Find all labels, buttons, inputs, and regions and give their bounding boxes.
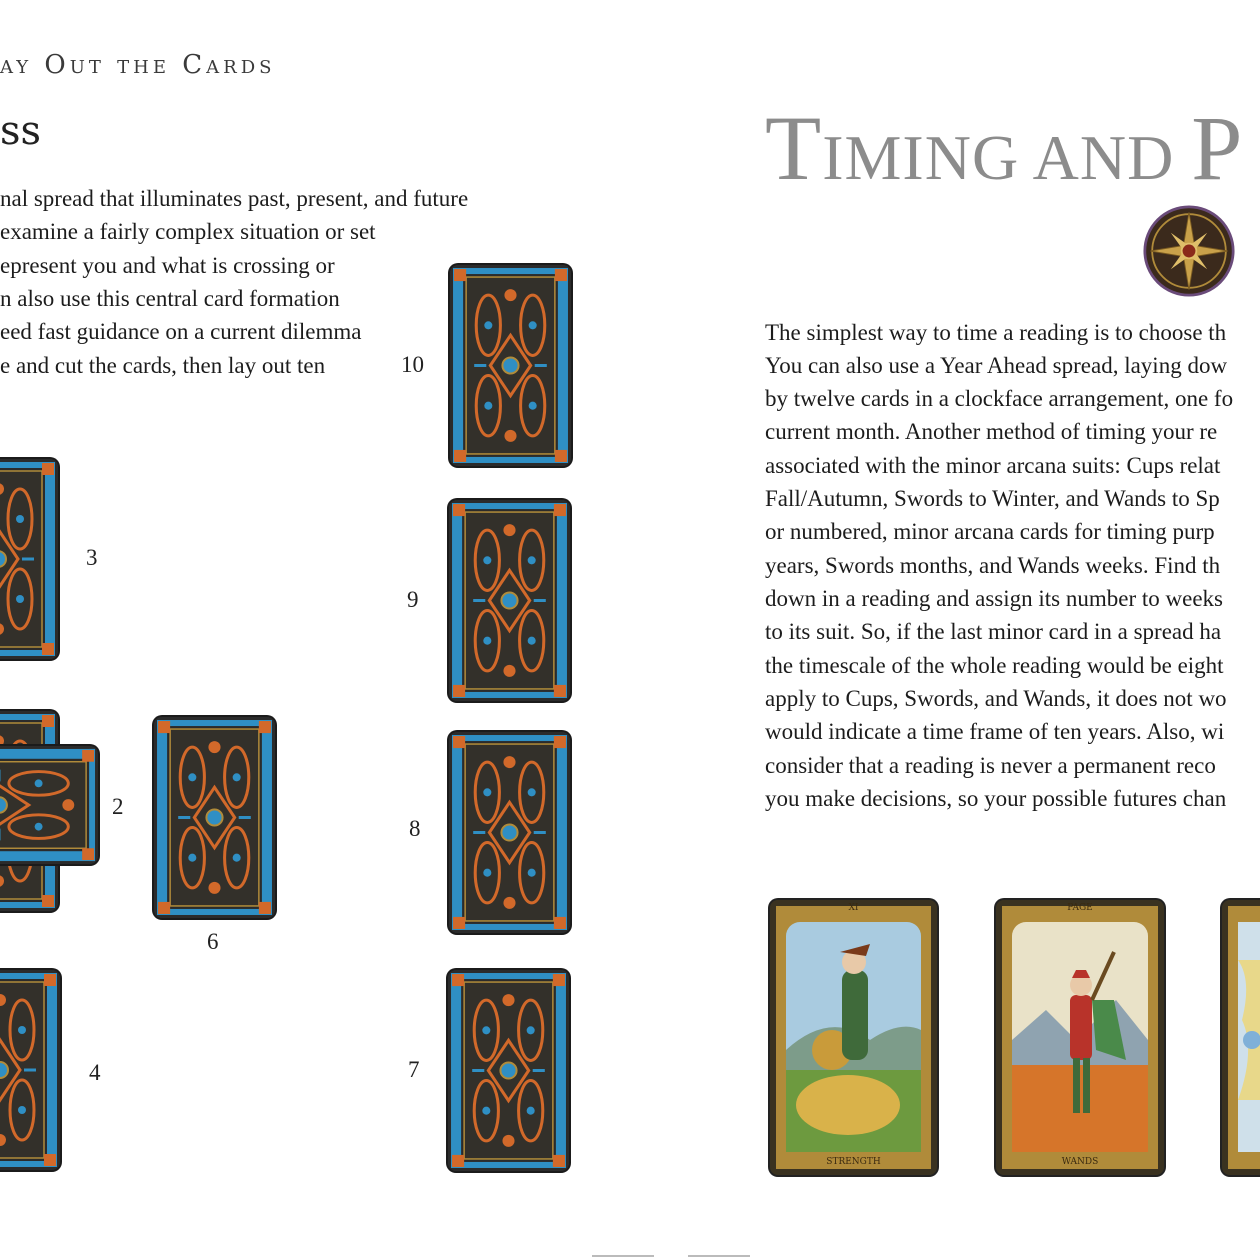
tarot-top-label: PAGE [1067,903,1093,913]
tarot-top-label: XI [848,903,859,913]
body-line: Fall/Autumn, Swords to Winter, and Wands to Sp [765,486,1220,511]
chapter-title: TIMING AND P [765,97,1244,199]
card-back-9 [449,500,570,701]
card-back-6 [154,717,275,918]
tarot-bottom-label: STRENGTH [826,1157,881,1167]
card-back-2-crossing [0,746,98,864]
intro-line: examine a fairly complex situation or set [0,219,376,244]
compass-medallion-icon [1143,205,1235,297]
footer-rule [592,1255,654,1257]
card-number-9: 9 [407,587,419,612]
body-line: The simplest way to time a reading is to choose th [765,320,1227,345]
body-line: You can also use a Year Ahead spread, laying dow [765,353,1228,378]
card-number-4: 4 [89,1060,101,1085]
intro-line: n also use this central card formation [0,286,340,311]
card-number-7: 7 [408,1057,420,1082]
body-line: down in a reading and assign its number to weeks [765,586,1223,611]
section-title-fragment: ss [0,108,42,154]
footer-rule [688,1255,750,1257]
body-line: consider that a reading is never a permanent reco [765,753,1216,778]
body-line: by twelve cards in a clockface arrangement, one fo [765,386,1234,411]
tarot-card-partial [1222,900,1260,1175]
card-back-4 [0,970,60,1170]
card-back-10 [450,265,571,466]
body-line: would indicate a time frame of ten years. Also, wi [765,719,1225,744]
body-line: current month. Another method of timing your re [765,419,1218,444]
card-back-3 [0,459,58,659]
intro-line: e and cut the cards, then lay out ten [0,353,326,378]
tarot-card-page-of-wands [996,900,1164,1175]
card-number-8: 8 [409,816,421,841]
body-line: the timescale of the whole reading would be eight [765,653,1224,678]
intro-line: epresent you and what is crossing or [0,253,335,278]
body-line: associated with the minor arcana suits: Cups relat [765,453,1221,478]
tarot-card-strength [770,900,937,1175]
body-line: you make decisions, so your possible futures chan [765,786,1227,811]
intro-line: nal spread that illuminates past, present, and future [0,186,469,211]
card-number-2: 2 [112,794,124,819]
intro-line: eed fast guidance on a current dilemma [0,319,362,344]
card-number-6: 6 [207,929,219,954]
card-number-3: 3 [86,545,98,570]
body-line: years, Swords months, and Wands weeks. Find th [765,553,1221,578]
card-back-8 [449,732,570,933]
running-head: ay Out the Cards [0,50,276,80]
body-line: or numbered, minor arcana cards for timing purp [765,519,1215,544]
body-line: to its suit. So, if the last minor card in a spread ha [765,619,1222,644]
card-back-7 [448,970,569,1171]
body-line: apply to Cups, Swords, and Wands, it does not wo [765,686,1227,711]
tarot-bottom-label: WANDS [1061,1157,1099,1167]
card-number-10: 10 [401,352,424,377]
